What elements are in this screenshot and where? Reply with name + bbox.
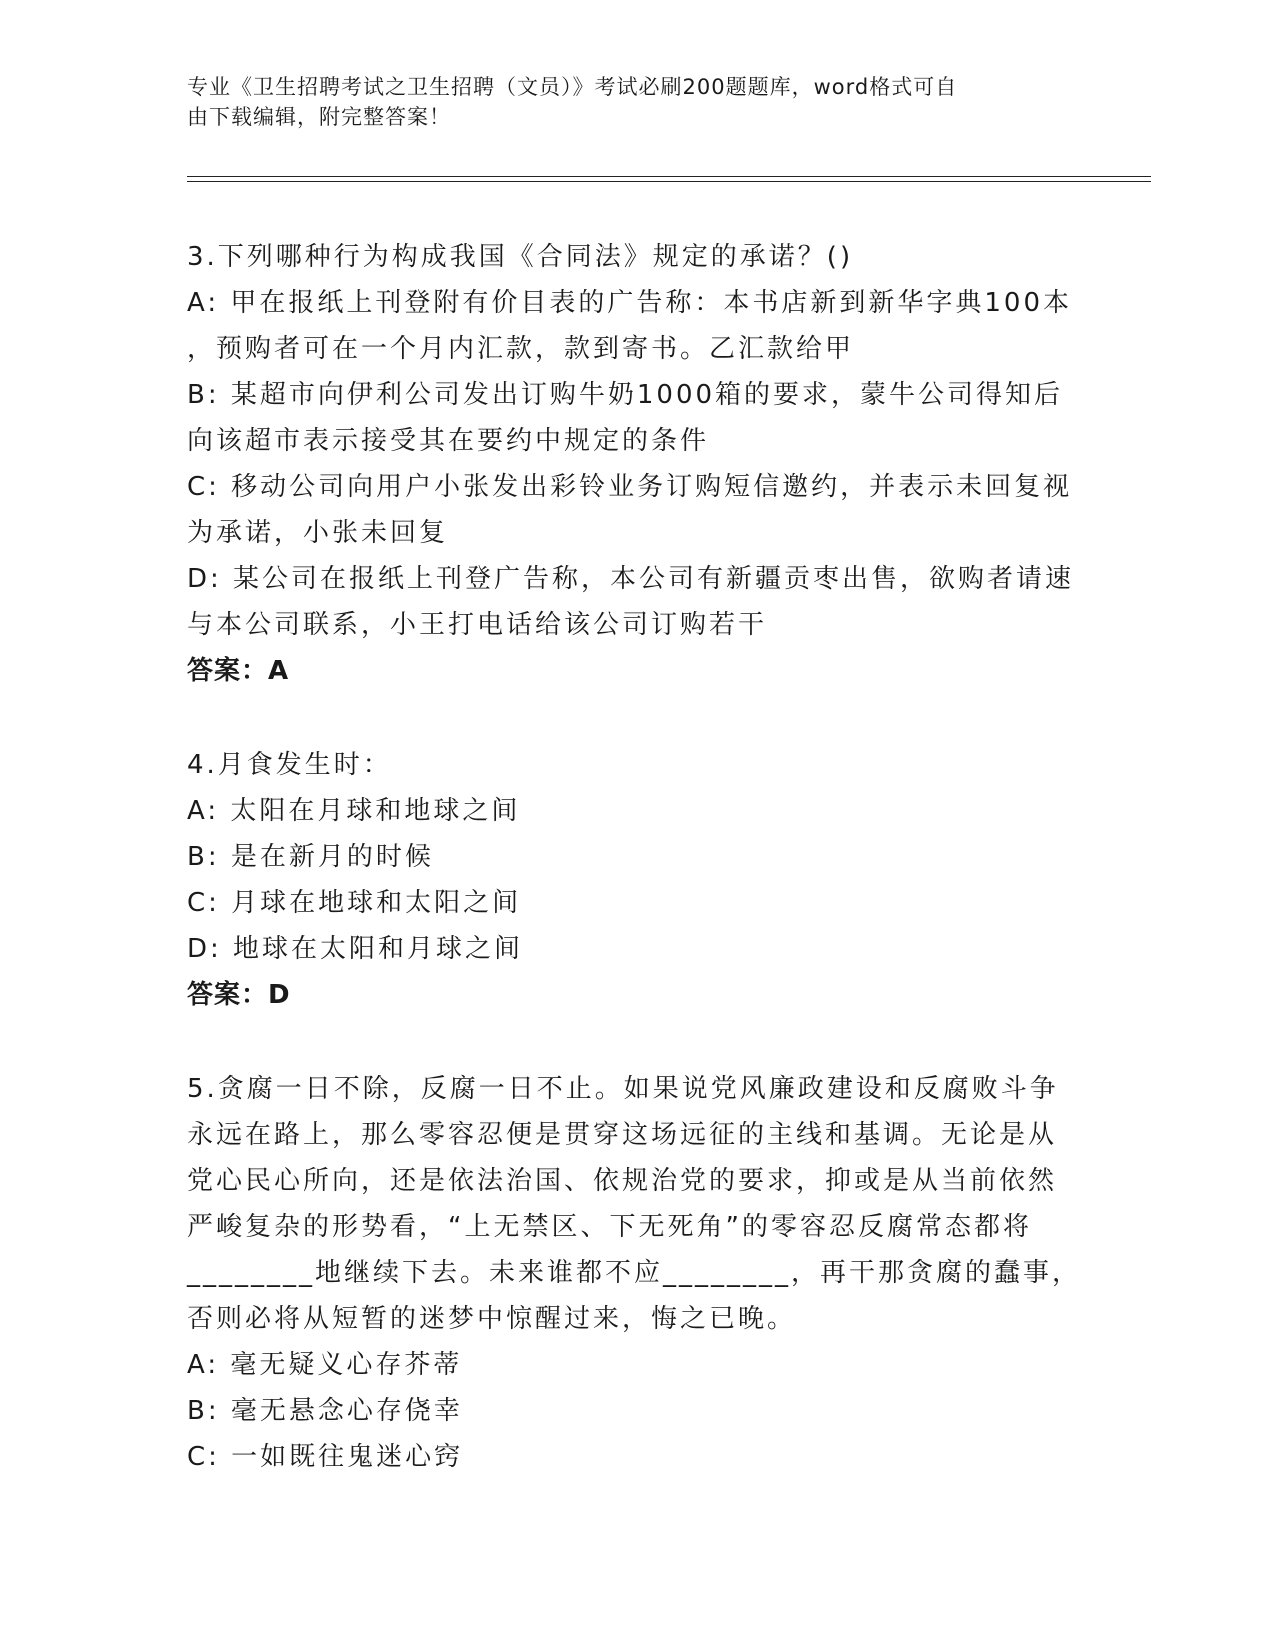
question-4-option-a: A: 太阳在月球和地球之间	[187, 796, 521, 826]
question-3-option-c-cont: 为承诺，小张未回复	[187, 518, 449, 548]
question-4-option-d: D: 地球在太阳和月球之间	[187, 934, 524, 964]
question-3-answer: 答案：A	[187, 656, 290, 686]
question-3-option-a-cont: ，预购者可在一个月内汇款，款到寄书。乙汇款给甲	[187, 334, 855, 364]
question-3	[187, 234, 1087, 694]
question-3-option-b: B: 某超市向伊利公司发出订购牛奶1000箱的要求，蒙牛公司得知后	[187, 380, 1064, 410]
question-4	[187, 742, 1087, 1018]
header-line-1: 专业《卫生招聘考试之卫生招聘（文员）》考试必刷200题题库，word格式可自	[187, 75, 958, 99]
question-3-option-a: A: 甲在报纸上刊登附有价目表的广告称：本书店新到新华字典100本	[187, 288, 1072, 318]
question-5-option-c: C: 一如既往鬼迷心窍	[187, 1442, 464, 1472]
question-5-stem-line-1: 5.贪腐一日不除，反腐一日不止。如果说党风廉政建设和反腐败斗争	[187, 1074, 1059, 1104]
question-5-stem-line-6: 否则必将从短暂的迷梦中惊醒过来，悔之已晚。	[187, 1304, 797, 1334]
question-5-option-b: B: 毫无悬念心存侥幸	[187, 1396, 463, 1426]
question-list	[187, 234, 1087, 1528]
question-5-stem-line-3: 党心民心所向，还是依法治国、依规治党的要求，抑或是从当前依然	[187, 1166, 1058, 1196]
question-5-stem-line-4: 严峻复杂的形势看，“上无禁区、下无死角”的零容忍反腐常态都将	[187, 1212, 1032, 1242]
header-divider-bottom	[187, 181, 1151, 182]
header-line-2: 由下载编辑，附完整答案！	[187, 105, 451, 129]
question-4-option-b: B: 是在新月的时候	[187, 842, 434, 872]
question-4-stem: 4.月食发生时：	[187, 750, 392, 780]
question-3-option-b-cont: 向该超市表示接受其在要约中规定的条件	[187, 426, 710, 456]
document-header	[187, 72, 1067, 132]
question-4-option-c: C: 月球在地球和太阳之间	[187, 888, 522, 918]
question-5-stem-line-2: 永远在路上，那么零容忍便是贯穿这场远征的主线和基调。无论是从	[187, 1120, 1058, 1150]
question-3-stem: 3.下列哪种行为构成我国《合同法》规定的承诺？()	[187, 242, 854, 272]
question-4-answer: 答案：D	[187, 980, 291, 1010]
question-3-option-d-cont: 与本公司联系，小王打电话给该公司订购若干	[187, 610, 768, 640]
question-5-option-a: A: 毫无疑义心存芥蒂	[187, 1350, 463, 1380]
question-5-stem-line-5: ________地继续下去。未来谁都不应________，再干那贪腐的蠢事，	[187, 1258, 1082, 1288]
question-3-option-d: D: 某公司在报纸上刊登广告称，本公司有新疆贡枣出售，欲购者请速	[187, 564, 1075, 594]
question-5	[187, 1066, 1087, 1480]
header-divider-top	[187, 176, 1151, 177]
question-3-option-c: C: 移动公司向用户小张发出彩铃业务订购短信邀约，并表示未回复视	[187, 472, 1073, 502]
